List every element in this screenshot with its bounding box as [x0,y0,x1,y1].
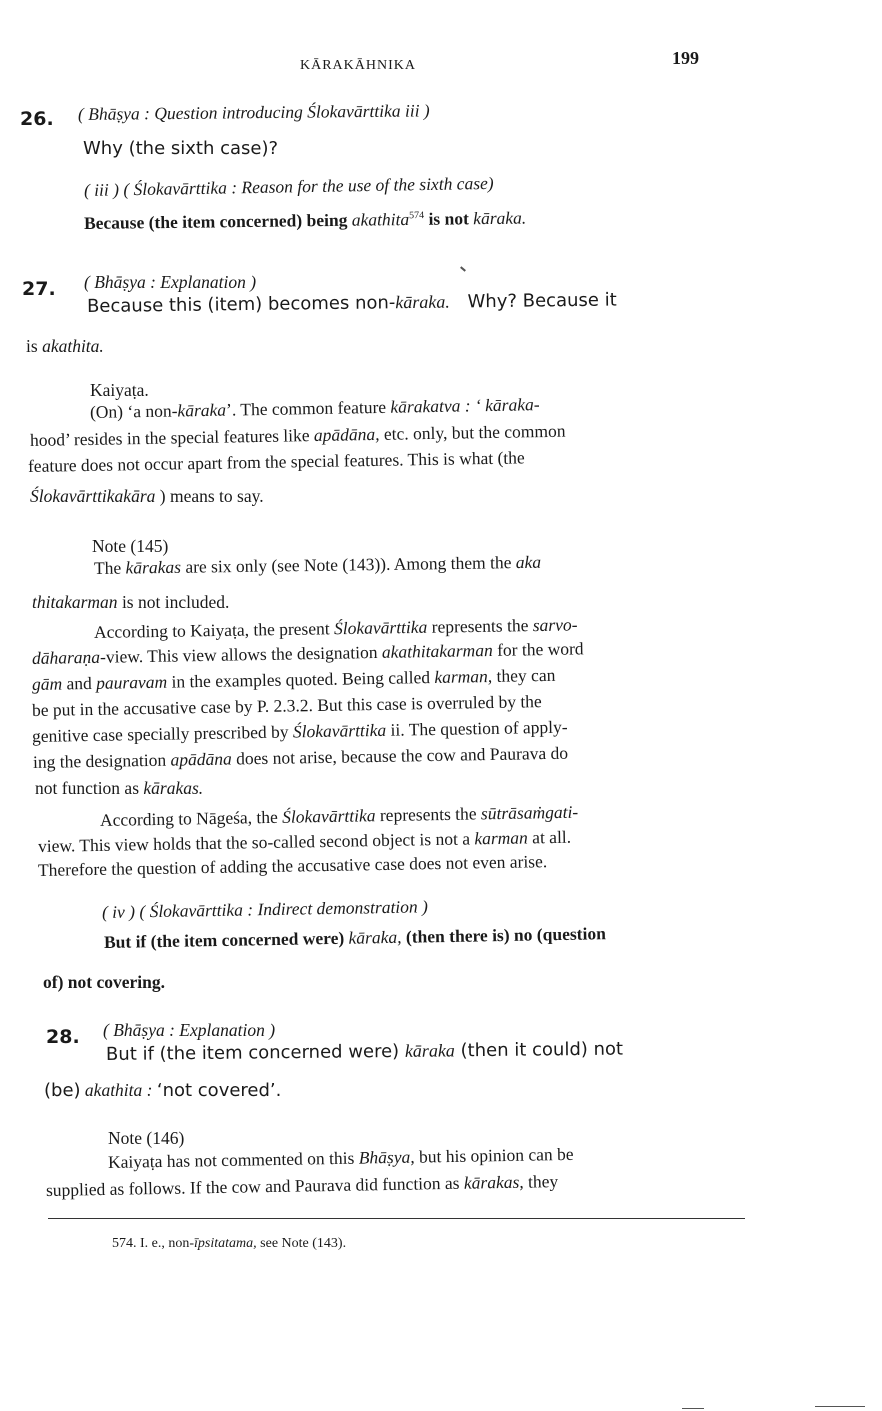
footnote-574 [112,1236,346,1252]
text-c: at all. [532,826,572,848]
note-145-para2-line-2 [32,638,584,669]
note-145-para2-line-4: be put in the accusative case by P. 2.3.2. But this case is overruled by the [31,691,542,720]
subsection-iv-heading: ( iv ) ( Ślokavārttika : Indirect demonstration ) [101,896,429,922]
section-28-line-2 [44,1080,281,1101]
text-a: view. This view holds that the so-called second object is not a [37,828,471,856]
text-d: for the word [496,638,584,660]
page-number: 199 [672,48,699,68]
bold-text-a: But if (the item concerned were) [103,927,345,952]
term-karman: karman, [434,665,493,687]
bold-text-c: is not [428,208,469,229]
text-c: represents the [379,803,477,826]
term-karakas: kārakas [125,556,182,578]
term-slokavarttikakara: Ślokavārttikakāra [30,486,156,506]
kaiyata-line-3: feature does not occur apart from the special features. This is what (the [27,447,525,476]
text-b: -view. This view allows the designation [99,641,378,667]
text-a: not function as [35,778,140,798]
text-d: in the examples quoted. Being called [171,667,431,692]
text-a: genitive case specially prescribed by [31,721,289,746]
note-145-para2-line-7 [35,778,203,799]
section-27-heading: ( Bhāṣya : Explanation ) [84,272,257,292]
term-karaka: kāraka. [395,291,450,313]
section-27-number: 27. [22,278,56,300]
section-26-number: 26. [20,108,54,130]
text-a: Because this (item) becomes non- [86,292,396,317]
term-udaharana: dāharaṇa [31,646,101,668]
scan-speck [460,266,466,271]
term-karaka: kāraka, [348,926,402,948]
kaiyata-label: Kaiyaṭa. [90,380,149,400]
term-pauravam: pauravam [95,671,168,693]
term-sarvo: sarvo- [532,614,578,636]
text-and: and [66,672,92,694]
term-slokavarttika: Ślokavārttika [333,616,428,639]
term-slokavarttika: Ślokavārttika [282,805,376,827]
term-bhasya: Bhāṣya, [358,1146,415,1168]
section-28-number: 28. [46,1026,80,1048]
footnote-ref-574: 574 [409,210,425,222]
text-a: Kaiyaṭa has not commented on this [107,1147,355,1172]
section-28-line-1 [106,1039,623,1065]
text-c: are six only (see Note (143)). Among them the [185,552,512,577]
text-a: The [93,557,122,578]
text-b: ) means to say. [159,486,264,506]
section-28-heading: ( Bhāṣya : Explanation ) [103,1020,276,1040]
text-c: represents the [431,615,529,637]
term-thitakarman: thitakarman [32,592,118,612]
text-c: they [527,1171,559,1192]
section-26-heading: ( Bhāṣya : Question introducing Ślokavārttika iii ) [77,100,430,124]
term-apadana: apādāna [170,748,232,770]
text-a: supplied as follows. If the cow and Paurava did function as [45,1172,460,1200]
text-not-covered: ‘not covered’. [156,1080,282,1101]
term-karakas: kārakas. [143,778,204,798]
note-145-line-2 [32,592,229,613]
note-146-line-2 [46,1171,559,1201]
section-27-line-2 [26,336,104,357]
section-26-bold-line [84,208,526,234]
kaiyata-line-2 [30,421,566,451]
kaiyata-line-4 [30,486,264,507]
note-145-para2-line-5 [32,717,568,747]
term-akathita: akathita : [84,1080,153,1100]
term-aka: aka [515,551,542,573]
footnote-text-c: see Note (143). [260,1236,347,1251]
scan-speck [815,1406,865,1407]
term-ipsitatama: īpsitatama, [194,1236,257,1251]
subsection-iv-line-2: of) not covering. [43,972,165,992]
term-slokavarttika: Ślokavārttika [292,719,387,742]
term-gam: gām [31,673,63,694]
text-b: is not included. [121,592,230,612]
bold-text-c: (then there is) no (question [405,923,607,947]
term-sutrasamgati: sūtrāsaṁgati- [480,801,579,824]
subsection-iv-line-1 [104,923,606,953]
term-karman: karman [474,827,528,849]
term-apadana: apādāna, [313,423,380,446]
footnote-text-a: 574. I. e., non- [112,1236,195,1251]
text-a: But if (the item concerned were) [105,1040,400,1065]
scan-speck [682,1408,704,1409]
term-karakatva: kārakatva : ‘ kāraka- [390,394,540,417]
note-145-para2-line-1 [94,614,578,643]
term-karaka: kāraka [177,399,227,421]
text-a: (On) ‘a non- [89,400,178,422]
section-26-subheading: ( iii ) ( Ślokavārttika : Reason for the use of the sixth case) [83,172,494,200]
term-akathitakarman: akathitakarman [381,639,493,662]
term-karaka: kāraka [404,1040,455,1061]
text-be: (be) [44,1080,81,1101]
bold-text-a: Because (the item concerned) being [83,209,348,233]
note-145-label: Note (145) [92,536,169,556]
text-c: etc. only, but the common [383,420,566,444]
text-c: (then it could) not [460,1038,624,1062]
text-a: hood’ resides in the special features like [29,425,310,450]
footnote-rule [48,1218,745,1219]
text-a: According to Nāgeśa, the [99,806,278,830]
term-karaka: kāraka. [473,207,527,229]
term-akathita: akathita. [42,336,104,356]
text-c: does not arise, because the cow and Paurava do [235,742,569,769]
note-145-para3-line-3: Therefore the question of adding the accusative case does not even arise. [37,851,548,880]
text-a: ing the designation [32,749,167,772]
note-146-label: Note (146) [108,1128,185,1148]
term-karakas: kārakas, [463,1171,524,1193]
text-c: ’. The common feature [225,396,387,420]
text-c: but his opinion can be [418,1143,574,1167]
running-title: KĀRAKĀHNIKA [300,58,416,73]
term-akathita: akathita [351,209,410,230]
text-is: is [26,336,38,356]
note-145-para2-line-3 [32,665,556,695]
section-26-line-1: Why (the sixth case)? [83,138,279,159]
text-f: they can [496,664,556,686]
note-145-para2-line-6 [33,743,568,773]
kaiyata-line-1 [90,394,540,423]
note-145-para3-line-1 [100,802,579,831]
text-c: ii. The question of apply- [390,716,568,740]
text-c: Why? Because it [467,289,617,313]
section-27-line-1 [87,290,617,317]
text-a: According to Kaiyaṭa, the present [93,618,330,642]
